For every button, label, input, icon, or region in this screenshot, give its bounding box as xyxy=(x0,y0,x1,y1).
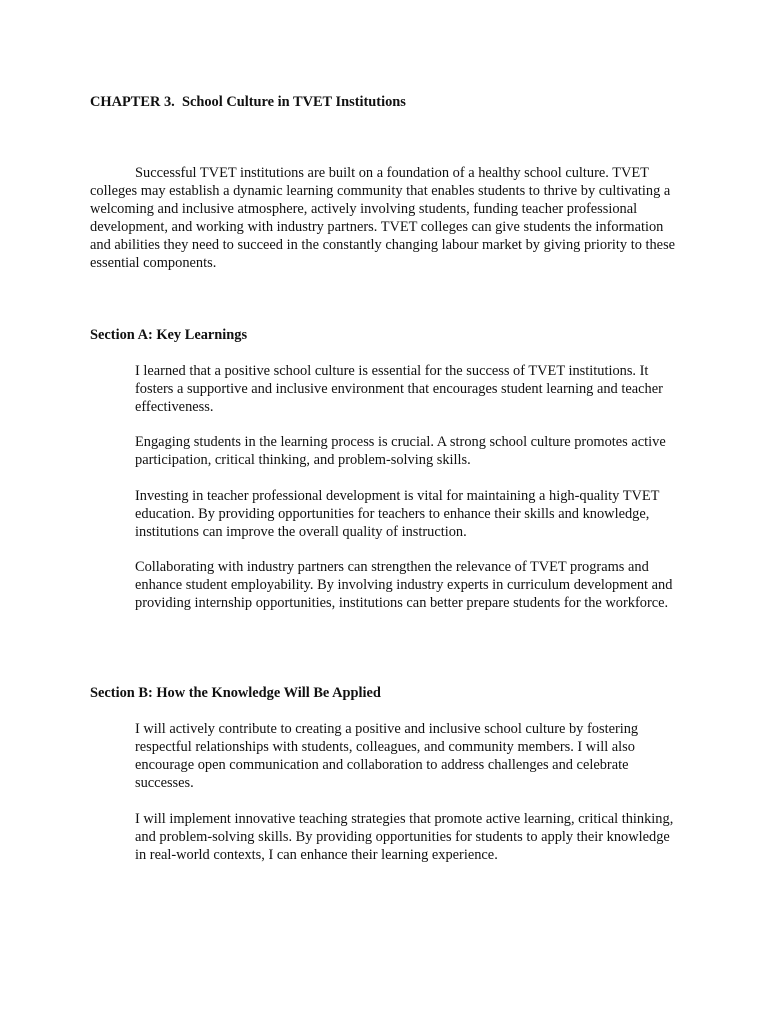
section-a-heading: Section A: Key Learnings xyxy=(90,327,248,343)
section-b-paragraph: I will implement innovative teaching strategies that promote active learning, critical thinking, and problem-solving skills. By providing opportunities for students to apply their knowledge in real-world contexts, I can enhance their learning experience. xyxy=(135,811,674,863)
chapter-title: CHAPTER 3. School Culture in TVET Institutions xyxy=(90,94,406,110)
intro-paragraph: Successful TVET institutions are built on a foundation of a healthy school culture. TVET colleges may establish a dynamic learning community that enables students to thrive by cultivating a welcoming and inclusive atmosphere, actively involving students, funding teacher professional development, and working with industry partners. TVET colleges can give students the information and abilities they need to succeed in the constantly changing labour market by giving priority to these essential components. xyxy=(90,165,676,271)
section-a-paragraph: Investing in teacher professional development is vital for maintaining a high-quality TVET education. By providing opportunities for teachers to enhance their skills and knowledge, institutions can improve the overall quality of instruction. xyxy=(135,488,660,540)
section-b-paragraph: I will actively contribute to creating a positive and inclusive school culture by fostering respectful relationships with students, colleagues, and community members. I will also encourage open communication and collaboration to address challenges and celebrate successes. xyxy=(135,721,639,791)
section-a-paragraph: Engaging students in the learning process is crucial. A strong school culture promotes active participation, critical thinking, and problem-solving skills. xyxy=(135,434,666,468)
section-a-paragraph: Collaborating with industry partners can strengthen the relevance of TVET programs and enhance student employability. By involving industry experts in curriculum development and providing internship opportunities, institutions can better prepare students for the workforce. xyxy=(135,559,673,611)
section-b-heading: Section B: How the Knowledge Will Be Applied xyxy=(90,685,381,701)
section-a-paragraph: I learned that a positive school culture is essential for the success of TVET institutions. It fosters a supportive and inclusive environment that encourages student learning and teacher effectiveness. xyxy=(135,363,663,415)
